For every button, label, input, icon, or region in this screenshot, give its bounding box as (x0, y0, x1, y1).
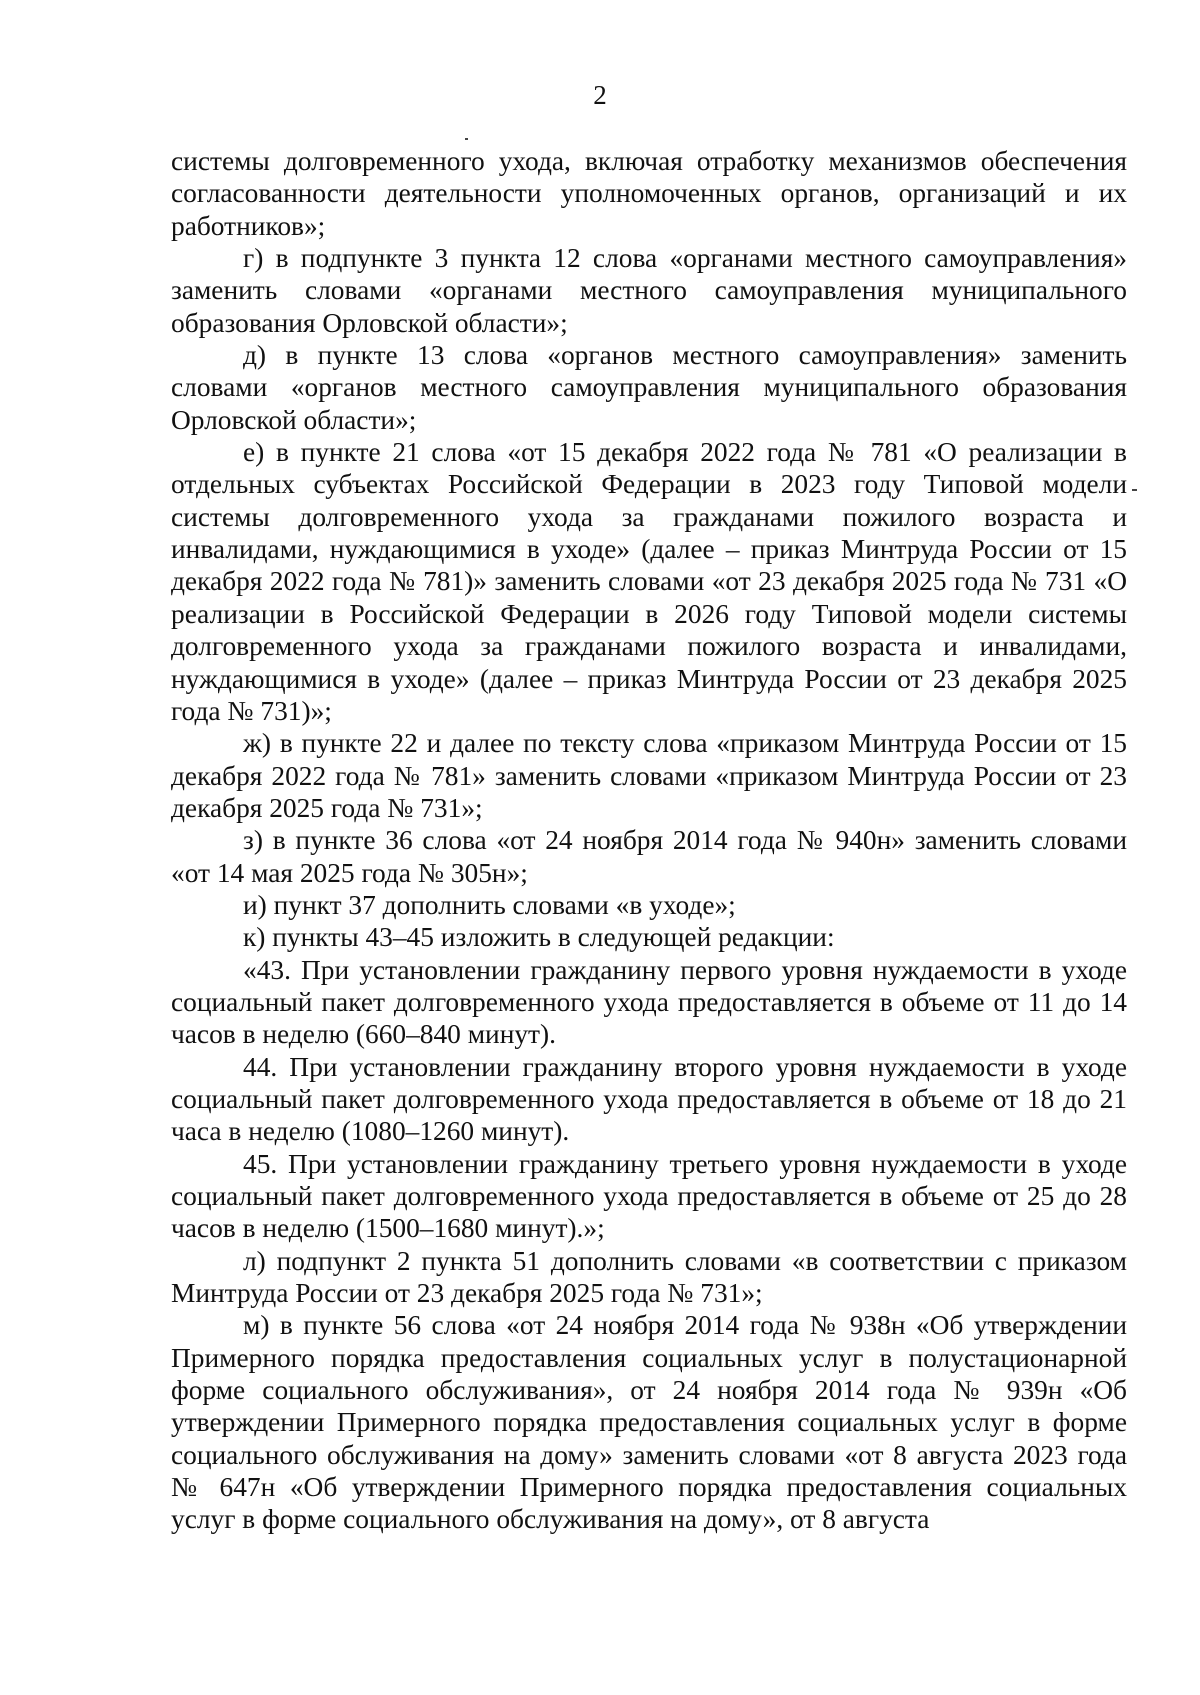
paragraph: к) пункты 43–45 изложить в следующей редакции: (243, 922, 835, 953)
paragraph: м) в пункте 56 слова «от 24 ноября 2014 года № 938н «Об утверждении Примерного порядка предоставления социальных услуг в полустационарной форме социального обслуживания», от 24 ноября 2014 года № 939н «Об утверждении Примерного порядка предоставления социальных услуг в форме социального обслуживания на дому» заменить словами «от 8 августа 2023 года № 647н «Об утверждении Примерного порядка предоставления социальных услуг в форме социального обслуживания на дому», от 8 августа (171, 1310, 1127, 1535)
paragraph: 44. При установлении гражданину второго уровня нуждаемости в уходе социальный пакет долговременного ухода предоставляется в объеме от 18 до 21 часа в неделю (1080–1260 минут). (171, 1051, 1127, 1147)
paragraph: з) в пункте 36 слова «от 24 ноября 2014 года № 940н» заменить словами «от 14 мая 2025 года № 305н»; (171, 825, 1127, 888)
paragraph: «43. При установлении гражданину первого уровня нуждаемости в уходе социальный пакет долговременного ухода предоставляется в объеме от 11 до 14 часов в неделю (660–840 минут). (171, 954, 1127, 1050)
paragraph: е) в пункте 21 слова «от 15 декабря 2022 года № 781 «О реализации в отдельных субъектах Российской Федерации в 2023 году Типовой модели системы долговременного ухода за гражданами пожилого возраста и инвалидами, нуждающимися в уходе» (далее – приказ Минтруда России от 15 декабря 2022 года № 781)» заменить словами «от 23 декабря 2025 года № 731 «О реализации в Российской Федерации в 2026 году Типовой модели системы долговременного ухода за гражданами пожилого возраста и инвалидами, нуждающимися в уходе» (далее – приказ Минтруда России от 23 декабря 2025 года № 731)»; (171, 437, 1127, 726)
paragraph: д) в пункте 13 слова «органов местного самоуправления» заменить словами «органов местного самоуправления муниципального образования Орловской области»; (171, 340, 1127, 435)
scan-artifact-dot (465, 138, 468, 140)
page-number: 2 (593, 80, 607, 110)
paragraph: 45. При установлении гражданину третьего уровня нуждаемости в уходе социальный пакет долговременного ухода предоставляется в объеме от 25 до 28 часов в неделю (1500–1680 минут).»; (171, 1148, 1127, 1244)
paragraph: л) подпункт 2 пункта 51 дополнить словами «в соответствии с приказом Минтруда России от 23 декабря 2025 года № 731»; (171, 1245, 1127, 1309)
paragraph: ж) в пункте 22 и далее по тексту слова «приказом Минтруда России от 15 декабря 2022 года № 781» заменить словами «приказом Минтруда России от 23 декабря 2025 года № 731»; (171, 728, 1127, 823)
document-body (171, 145, 1127, 1536)
paragraph: и) пункт 37 дополнить словами «в уходе»; (243, 889, 736, 920)
scan-artifact-dot (1132, 489, 1137, 491)
paragraph: системы долговременного ухода, включая отработку механизмов обеспечения согласованности деятельности уполномоченных органов, организаций и их работников»; (171, 146, 1127, 241)
paragraph: г) в подпункте 3 пункта 12 слова «органами местного самоуправления» заменить словами «органами местного самоуправления муниципального образования Орловской области»; (171, 243, 1127, 338)
